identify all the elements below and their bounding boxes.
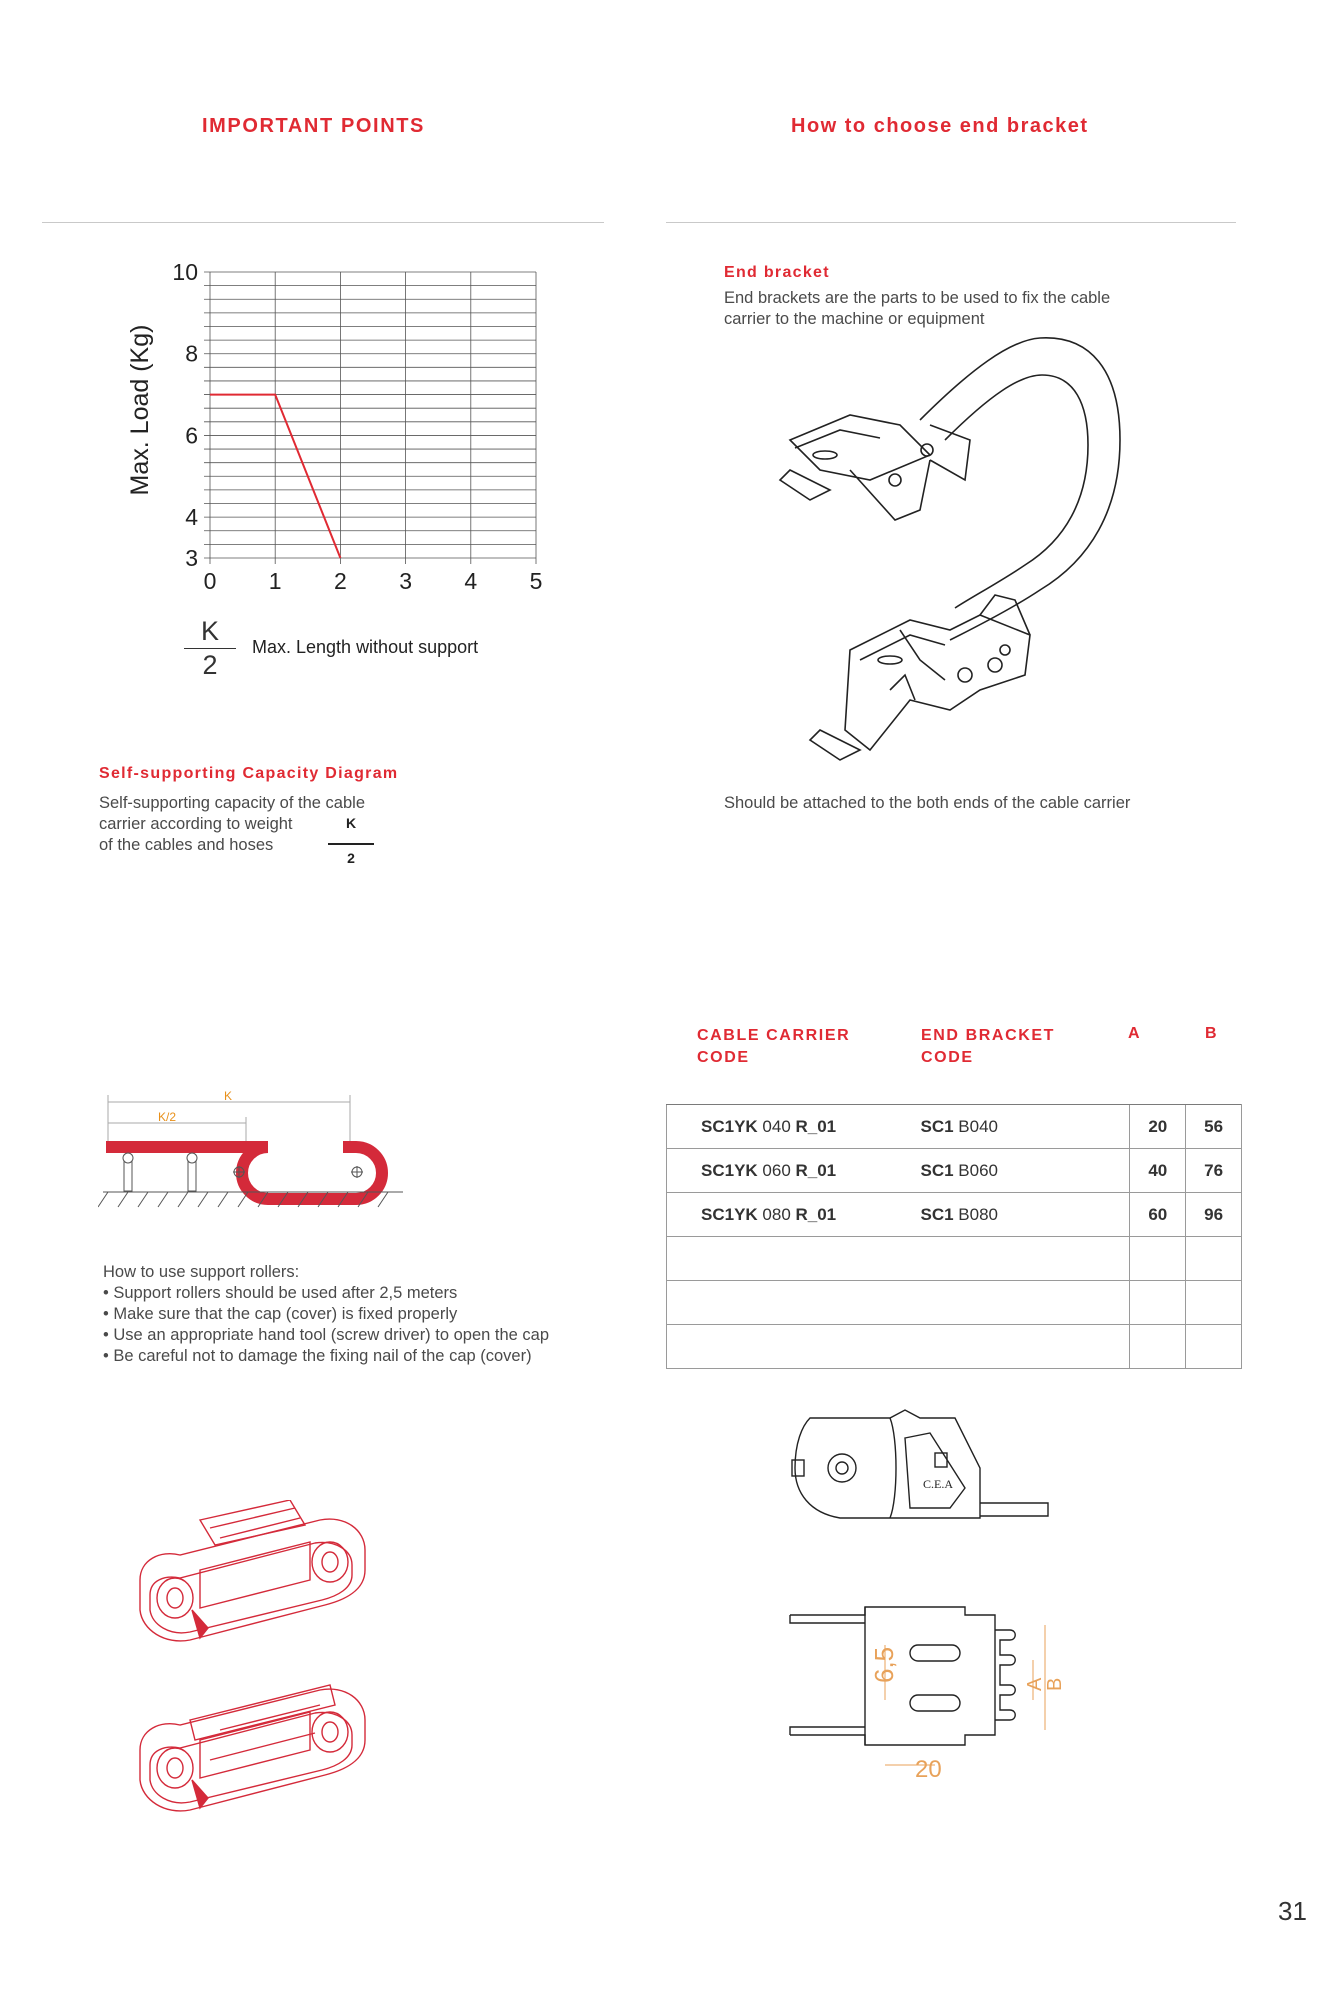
legend-k: K — [200, 616, 219, 646]
ground-hatch — [178, 1192, 188, 1207]
chart-grid-horizontal — [204, 272, 536, 558]
bracket-code-cell: SC1 B040 — [920, 1105, 1129, 1149]
chart-x-tick-label: 3 — [399, 568, 412, 594]
a-value-cell: 40 — [1130, 1149, 1186, 1193]
b-value-cell: 56 — [1186, 1105, 1242, 1149]
chart-x-tick-label: 1 — [268, 568, 282, 594]
table-header-bracket — [921, 1025, 1055, 1069]
a-value-cell: 60 — [1130, 1193, 1186, 1237]
ground-hatch — [238, 1192, 248, 1207]
end-bracket-description — [724, 288, 1110, 330]
chart-y-tick-label: 10 — [172, 259, 198, 285]
bracket-side-view — [780, 1408, 1060, 1528]
ground-hatch — [218, 1192, 228, 1207]
chart-y-axis-label: Max. Load (Kg) — [126, 324, 154, 496]
carrier-code-cell: SC1YK 040 R_01 — [667, 1105, 921, 1149]
rollers-item: • Make sure that the cap (cover) is fixed properly — [103, 1305, 458, 1323]
chart-y-tick-label: 6 — [185, 422, 198, 449]
self-supporting-line: of the cables and hoses — [99, 836, 274, 854]
rollers-item: • Use an appropriate hand tool (screw driver) to open the cap — [103, 1326, 550, 1344]
b-value-cell: 96 — [1186, 1193, 1242, 1237]
chain-link-illustration — [130, 1500, 390, 1840]
bracket-code-cell: SC1 B080 — [920, 1193, 1129, 1237]
chart-x-ticks — [204, 568, 543, 594]
self-supporting-line: Self-supporting capacity of the cable — [99, 794, 365, 812]
self-supporting-title: Self-supporting Capacity Diagram — [99, 765, 399, 782]
attach-note: Should be attached to the both ends of the cable carrier — [724, 794, 1131, 812]
table-header-carrier-line: CODE — [697, 1049, 750, 1066]
ground-hatch — [158, 1192, 168, 1207]
legend-label: Max. Length without support — [252, 637, 479, 657]
rollers-item: • Support rollers should be used after 2,5 meters — [103, 1284, 458, 1302]
table-row-empty — [667, 1237, 1242, 1281]
chart-x-tick-label: 2 — [334, 568, 347, 594]
table-header-carrier — [697, 1025, 850, 1069]
rollers-instructions — [103, 1262, 549, 1367]
end-bracket-line: carrier to the machine or equipment — [724, 310, 985, 328]
k2-dimension-label: K/2 — [158, 1110, 177, 1124]
support-roller-diagram — [98, 1085, 408, 1215]
chart-y-tick-label: 3 — [185, 545, 198, 571]
carrier-code-cell: SC1YK 060 R_01 — [667, 1149, 921, 1193]
legend-two: 2 — [202, 650, 218, 680]
ground-hatch — [198, 1192, 208, 1207]
chart-grid-vertical — [210, 272, 536, 564]
table-header-b: B — [1205, 1025, 1219, 1042]
bracket-logo-text: C.E.A — [923, 1477, 953, 1491]
dim-b-label: B — [1044, 1677, 1066, 1691]
chart-y-tick-label: 8 — [185, 340, 198, 367]
chart-y-ticks — [172, 259, 198, 571]
ground-hatch — [118, 1192, 128, 1207]
right-divider — [666, 222, 1236, 223]
end-bracket-title: End bracket — [724, 264, 830, 281]
table-row-empty — [667, 1281, 1242, 1325]
bracket-code-cell: SC1 B060 — [920, 1149, 1129, 1193]
fraction-k: K — [345, 815, 357, 831]
table-header-carrier-line: CABLE CARRIER — [697, 1027, 851, 1044]
ground-hatch — [138, 1192, 148, 1207]
legend-fraction-bar — [184, 648, 236, 649]
ground-hatch — [98, 1192, 108, 1207]
fraction-two: 2 — [347, 850, 355, 866]
k-dimension-label: K — [224, 1089, 233, 1103]
table-row — [667, 1149, 1242, 1193]
table-row-empty — [667, 1325, 1242, 1369]
page-number: 31 — [1278, 1896, 1307, 1926]
cable-carrier-illustration — [770, 330, 1140, 770]
end-bracket-line: End brackets are the parts to be used to fix the cable — [724, 289, 1111, 307]
table-row — [667, 1105, 1242, 1149]
table-header-bracket-line: CODE — [921, 1049, 974, 1066]
fraction-bar — [328, 843, 374, 845]
chart-y-tick-label: 4 — [185, 504, 198, 531]
capacity-chart — [110, 250, 570, 670]
chart-x-tick-label: 5 — [529, 568, 543, 594]
chart-x-tick-label: 4 — [464, 568, 478, 594]
chart-x-tick-label: 0 — [203, 568, 217, 594]
left-divider — [42, 222, 604, 223]
self-supporting-description — [99, 793, 365, 856]
table-row — [667, 1193, 1242, 1237]
dim-20-label: 20 — [915, 1756, 942, 1783]
bracket-top-view — [785, 1595, 1125, 1785]
dim-a-label: A — [1024, 1677, 1046, 1691]
table-header-a: A — [1128, 1025, 1142, 1042]
carrier-code-cell: SC1YK 080 R_01 — [667, 1193, 921, 1237]
dim-65-label: 6,5 — [869, 1646, 899, 1683]
rollers-intro: How to use support rollers: — [103, 1263, 300, 1281]
b-value-cell: 76 — [1186, 1149, 1242, 1193]
self-supporting-line: carrier according to weight — [99, 815, 293, 833]
rollers-item: • Be careful not to damage the fixing nail of the cap (cover) — [103, 1347, 532, 1365]
table-header-bracket-line: END BRACKET — [921, 1027, 1056, 1044]
left-section-title: IMPORTANT POINTS — [202, 115, 426, 137]
a-value-cell: 20 — [1130, 1105, 1186, 1149]
end-bracket-table — [666, 1104, 1242, 1369]
right-section-title: How to choose end bracket — [791, 115, 1089, 137]
